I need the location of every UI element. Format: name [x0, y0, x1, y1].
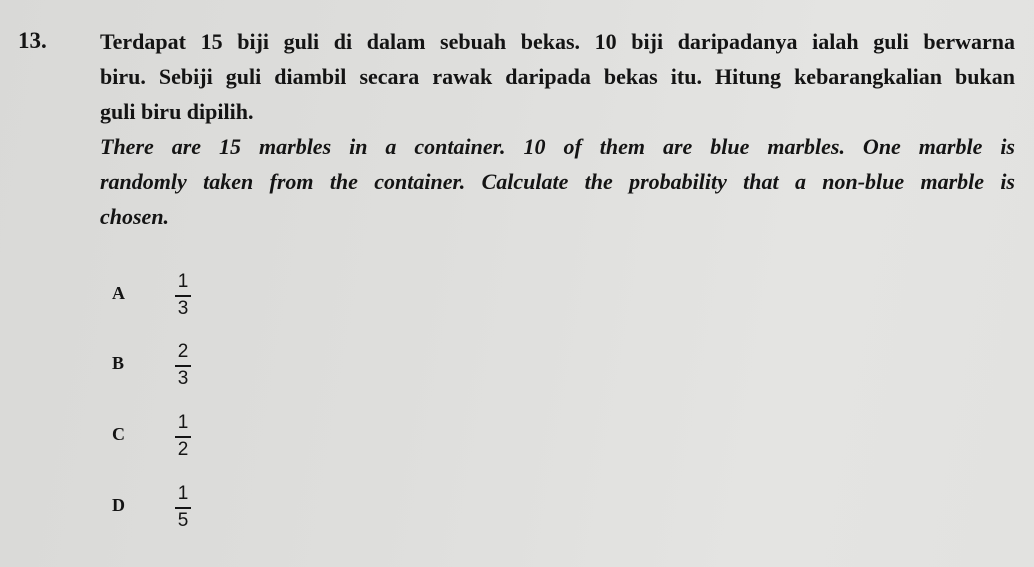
malay-line-3: guli biru dipilih. [100, 99, 254, 124]
fraction-denominator: 2 [177, 439, 189, 460]
fraction-bar [175, 436, 191, 438]
malay-line-1: Terdapat 15 biji guli di dalam sebuah bekas. 10 biji daripadanya ialah guli berwarna [100, 29, 1015, 54]
malay-line-2: biru. Sebiji guli diambil secara rawak daripada bekas itu. Hitung kebarangkalian bukan [100, 64, 1015, 89]
option-fraction [174, 272, 192, 319]
fraction-numerator: 2 [177, 341, 189, 362]
option-b[interactable] [112, 342, 232, 392]
fraction-denominator: 3 [177, 298, 189, 319]
question-text-malay [100, 24, 1015, 129]
fraction-bar [175, 365, 191, 367]
option-fraction [174, 342, 192, 389]
fraction-numerator: 1 [177, 271, 189, 292]
fraction-denominator: 3 [177, 368, 189, 389]
option-a[interactable] [112, 272, 232, 322]
option-fraction [174, 484, 192, 531]
option-d[interactable] [112, 484, 232, 534]
option-letter: B [112, 353, 125, 373]
english-line-3: chosen. [100, 204, 170, 229]
option-fraction [174, 413, 192, 460]
fraction-denominator: 5 [177, 510, 189, 531]
english-line-1: There are 15 marbles in a container. 10 of them are blue marbles. One marble is [100, 134, 1015, 159]
fraction-bar [175, 295, 191, 297]
fraction-numerator: 1 [177, 412, 189, 433]
fraction-bar [175, 507, 191, 509]
question-text-english [100, 129, 1015, 234]
fraction-numerator: 1 [177, 483, 189, 504]
option-letter: D [112, 495, 125, 515]
option-letter: C [112, 424, 125, 444]
option-letter: A [112, 283, 125, 303]
option-c[interactable] [112, 413, 232, 463]
english-line-2: randomly taken from the container. Calculate the probability that a non-blue marble is [100, 169, 1015, 194]
question-number: 13. [18, 28, 47, 53]
